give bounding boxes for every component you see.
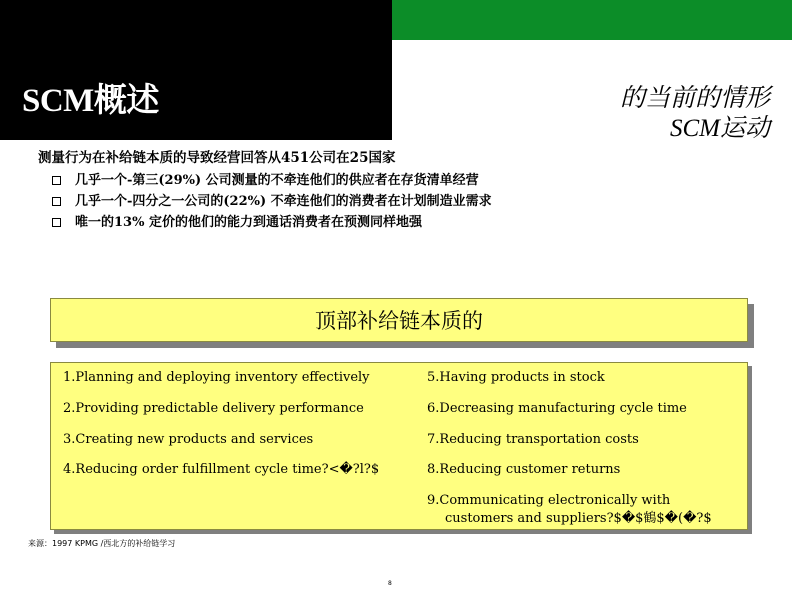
slide-subtitle-line2: SCM运动 (669, 115, 770, 142)
items-panel (50, 362, 748, 530)
checkbox-bullet-icon (52, 176, 61, 185)
slide-subtitle-line1: 的当前的情形 (619, 85, 770, 112)
bullet-item (52, 191, 492, 212)
bullet-text: 几乎一个-四分之一公司的(22%) 不牵连他们的消费者在计划制造业需求 (75, 194, 492, 209)
list-item: 1.Planning and deploying inventory effectively (63, 370, 370, 385)
list-item: 4.Reducing order fulfillment cycle time?<�?l?$ (63, 462, 380, 478)
items-right-column (427, 369, 712, 527)
list-item-9 (427, 492, 712, 527)
slide-title: SCM概述 (22, 83, 159, 119)
list-item: 6.Decreasing manufacturing cycle time (427, 400, 687, 416)
bullet-list (52, 170, 492, 233)
list-item: 8.Reducing customer returns (427, 462, 621, 478)
checkbox-bullet-icon (52, 197, 61, 206)
intro-text: 测量行为在补给链本质的导致经营回答从451公司在25国家 (38, 150, 396, 166)
item-9-line1: 9.Communicating electronically with (427, 493, 671, 509)
list-item: 2.Providing predictable delivery performance (63, 400, 364, 416)
bullet-item (52, 212, 492, 233)
source-note: 来源：1997 KPMG /西北方的补给链学习 (28, 539, 176, 548)
box-title-panel (50, 298, 748, 342)
page-number: 8 (388, 580, 392, 587)
bullet-item (52, 170, 492, 191)
box-title: 顶部补给链本质的 (315, 309, 483, 333)
bullet-text: 唯一的13% 定价的他们的能力到通话消费者在预测同样地强 (75, 215, 422, 230)
list-item: 3.Creating new products and services (63, 431, 314, 447)
items-left-column (63, 369, 379, 492)
list-item: 7.Reducing transportation costs (427, 431, 639, 447)
list-item: 5.Having products in stock (427, 370, 605, 385)
item-9-line2: customers and suppliers?$�$鶴$�(�?$ (445, 511, 712, 527)
checkbox-bullet-icon (52, 218, 61, 227)
bullet-text: 几乎一个-第三(29%) 公司测量的不牵连他们的供应者在存货清单经营 (75, 173, 479, 188)
